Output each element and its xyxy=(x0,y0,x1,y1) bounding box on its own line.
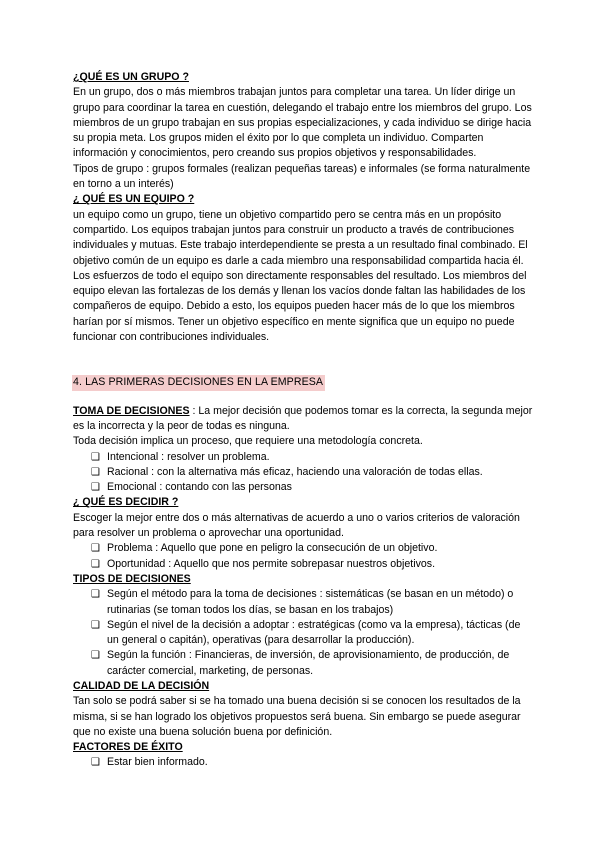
list-item: ❑ Racional : con la alternativa más eficaz, haciendo una valoración de todas ellas. xyxy=(91,465,533,480)
section-4-heading-wrapper xyxy=(73,345,533,403)
list-item: ❑ Emocional : contando con las personas xyxy=(91,480,533,495)
paragraph-decide-definition: Escoger la mejor entre dos o más alternativas de acuerdo a uno o varios criterios de valoración para resolver un problema o aprovechar una oportunidad. xyxy=(73,511,520,540)
paragraph-decision-process: Toda decisión implica un proceso, que requiere una metodología concreta. xyxy=(73,435,423,448)
paragraph-group-definition: En un grupo, dos o más miembros trabajan juntos para completar una tarea. Un líder dirige un grupo para coordinar la tarea en cuestión, delegando el trabajo entre los miembros del grupo. Los miembros de un grupo trabajan en sus propias especializaciones, y cada individuo se dirige hacia su propia meta. Los grupos miden el éxito por lo que completa un individuo. Comparten información y conocimientos, pero creando sus propios objetivos y responsabilidades. xyxy=(73,86,532,160)
list-item: ❑ Problema : Aquello que pone en peligro la consecución de un objetivo. xyxy=(91,541,533,556)
decision-kinds-list xyxy=(73,450,533,496)
paragraph-team-definition: un equipo como un grupo, tiene un objetivo compartido pero se centra más en un propósito compartido. Los equipos trabajan juntos para construir un producto a través de contribuciones individuales y mutuas. Este trabajo interdependiente se presta a un resultado final combinado. El objetivo común de un equipo es darle a cada miembro una responsabilidad compartida hacia él. Los esfuerzos de todo el equipo son directamente responsables del resultado. Los miembros del equipo elevan las fortalezas de los demás y llenan los vacíos donde faltan las habilidades de los compañeros de equipo. Debido a esto, los equipos pueden hacer más de lo que los miembros harían por sí mismos. Tener un objetivo específico en mente significa que un equipo no puede funcionar con contribuciones individuales. xyxy=(73,208,528,344)
heading-what-is-decide: ¿ QUÉ ES DECIDIR ? xyxy=(73,496,179,509)
checkbox-bullet-icon: ❑ xyxy=(91,619,100,631)
paragraph-decision-quality: Tan solo se podrá saber si se ha tomado una buena decisión si se conocen los resultados de la misma, si se han logrado los objetivos propuestos será buena. Sin embargo se puede asegurar que no existe una buena solución buena por definición. xyxy=(73,695,521,738)
list-item: ❑ Según la función : Financieras, de inversión, de aprovisionamiento, de producción, de carácter comercial, marketing, de personas. xyxy=(91,649,510,677)
heading-what-is-group: ¿QUÉ ES UN GRUPO ? xyxy=(73,71,189,83)
heading-success-factors: FACTORES DE ÉXITO xyxy=(73,741,183,754)
checkbox-bullet-icon: ❑ xyxy=(91,543,100,555)
term-toma-de-decisiones: TOMA DE DECISIONES xyxy=(73,404,190,417)
types-decisions-list xyxy=(73,587,533,679)
decision-definition: : La mejor decisión que podemos tomar es la correcta, la segunda mejor es la incorrecta y la peor de todas es ninguna. xyxy=(73,404,533,432)
decide-items-list xyxy=(73,541,533,572)
success-factors-list xyxy=(73,755,533,770)
checkbox-bullet-icon: ❑ xyxy=(91,558,100,570)
list-item: ❑ Oportunidad : Aquello que nos permite sobrepasar nuestros objetivos. xyxy=(91,557,533,572)
list-item: ❑ Estar bien informado. xyxy=(91,755,533,770)
heading-decision-quality: CALIDAD DE LA DECISIÓN xyxy=(73,679,210,692)
checkbox-bullet-icon: ❑ xyxy=(91,451,100,463)
heading-what-is-team: ¿ QUÉ ES UN EQUIPO ? xyxy=(73,193,195,206)
checkbox-bullet-icon: ❑ xyxy=(91,650,100,662)
checkbox-bullet-icon: ❑ xyxy=(91,482,100,494)
checkbox-bullet-icon: ❑ xyxy=(91,757,100,769)
paragraph-decision-making xyxy=(73,404,533,435)
list-item: ❑ Intencional : resolver un problema. xyxy=(91,450,533,465)
list-item: ❑ Según el nivel de la decisión a adoptar : estratégicas (como va la empresa), tácticas (de un general o capitán), operativas (para desarrollar la producción). xyxy=(91,618,521,647)
paragraph-group-types: Tipos de grupo : grupos formales (realizan pequeñas tareas) e informales (se forma naturalmente en torno a un interés) xyxy=(73,162,531,191)
section-4-heading: 4. LAS PRIMERAS DECISIONES EN LA EMPRESA xyxy=(72,375,325,390)
document-page xyxy=(73,70,533,771)
checkbox-bullet-icon: ❑ xyxy=(91,589,100,601)
checkbox-bullet-icon: ❑ xyxy=(91,466,100,478)
heading-types-of-decisions: TIPOS DE DECISIONES xyxy=(73,572,191,585)
list-item: ❑ Según el método para la toma de decisiones : sistemáticas (se basan en un método) o rutinarias (se toman todos los días, se basan en los trabajos) xyxy=(91,588,514,616)
